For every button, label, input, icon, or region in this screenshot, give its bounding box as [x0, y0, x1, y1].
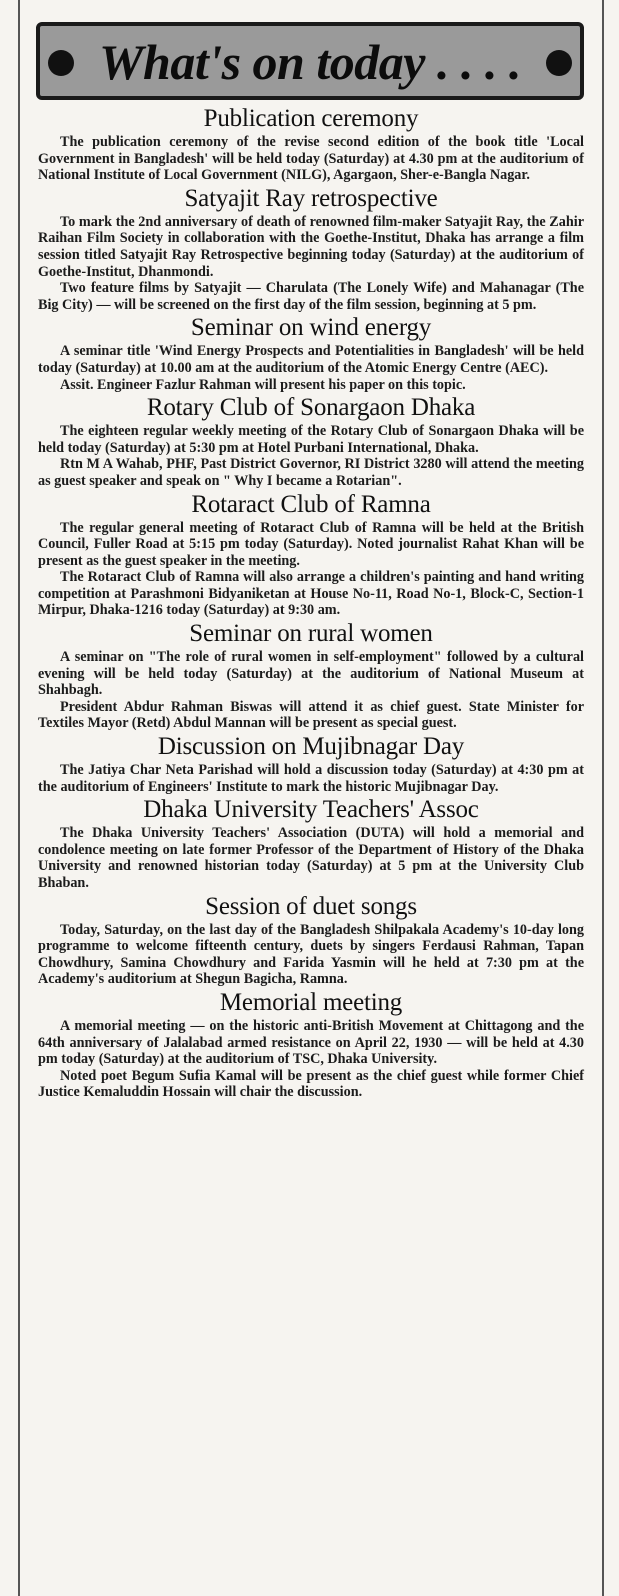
- listing-paragraph: The Rotaract Club of Ramna will also arrange a children's painting and hand writing competition at Parashmoni Bidyaniketan at House No-11, Road No-1, Block-C, Section-1 Mirpur, Dhaka-1216 today (Saturday) at 9:30 am.: [38, 569, 584, 619]
- listing-paragraph: Noted poet Begum Sufia Kamal will be present as the chief guest while former Chief Justice Kemaluddin Hossain will chair the discussion.: [38, 1067, 584, 1101]
- listing-heading: Memorial meeting: [219, 988, 403, 1016]
- listing-paragraph: Today, Saturday, on the last day of the Bangladesh Shilpakala Academy's 10-day long programme to welcome fifteenth century, duets by singers Ferdausi Rahman, Tapan Chowdhury, Samina Chowdhury and Farida Yasmin will he held at 7:30 pm at the Academy's auditorium at Shegun Bagicha, Ramna.: [38, 921, 584, 988]
- listing-memorial-meeting: [38, 988, 584, 1101]
- listings: [38, 104, 584, 1101]
- listing-heading: Session of duet songs: [205, 892, 417, 920]
- listing-heading: Publication ceremony: [203, 105, 419, 132]
- listing-paragraph: The Jatiya Char Neta Parishad will hold a discussion today (Saturday) at 4:30 pm at the auditorium of Engineers' Institute to mark the historic Mujibnagar Day.: [38, 762, 584, 795]
- listing-rotaract-club-ramna: [38, 490, 584, 620]
- listing-heading: Satyajit Ray retrospective: [184, 184, 438, 212]
- listing-heading: Dhaka University Teachers' Assoc: [143, 796, 479, 824]
- listing-paragraph: Rtn M A Wahab, PHF, Past District Governor, RI District 3280 will attend the meeting as guest speaker and speak on " Why I became a Rotarian".: [38, 456, 584, 489]
- listing-heading: Seminar on rural women: [189, 620, 433, 648]
- listing-paragraph: A seminar title 'Wind Energy Prospects and Potentialities in Bangladesh' will be held today (Saturday) at 10.00 am at the auditorium of the Atomic Energy Centre (AEC).: [38, 343, 584, 376]
- column-rule-left: [18, 0, 20, 1596]
- listing-paragraph: President Abdur Rahman Biswas will attend it as chief guest. State Minister for Textiles Mayor (Retd) Abdul Mannan will be present as special guest.: [38, 698, 584, 732]
- listing-seminar-rural-women: [38, 619, 584, 732]
- listing-publication-ceremony: [38, 104, 584, 184]
- listing-paragraph: A memorial meeting — on the historic anti-British Movement at Chittagong and the 64th anniversary of Jalalabad armed resistance on April 22, 1930 — will be held at 4.30 pm today (Saturday) at the auditorium of TSC, Dhaka University.: [38, 1017, 584, 1068]
- column-title: What's on today . . . .: [99, 34, 521, 90]
- listing-seminar-wind-energy: [38, 313, 584, 393]
- listing-paragraph: A seminar on "The role of rural women in self-employment" followed by a cultural evening will be held today (Saturday) at the auditorium of National Museum at Shahbagh.: [38, 649, 584, 699]
- listing-paragraph: The eighteen regular weekly meeting of the Rotary Club of Sonargaon Dhaka will be held today (Saturday) at 5:30 pm at Hotel Purbani International, Dhaka.: [38, 423, 584, 456]
- listing-satyajit-ray-retrospective: [38, 184, 584, 314]
- listing-rotary-club-sonargaon: [38, 393, 584, 489]
- listing-heading: Discussion on Mujibnagar Day: [157, 733, 465, 761]
- listing-paragraph: The Dhaka University Teachers' Association (DUTA) will hold a memorial and condolence meeting on late former Professor of the Department of History of the Dhaka University and renowned historian today (Saturday) at 5 pm at the University Club Bhaban.: [38, 825, 584, 891]
- listing-paragraph: Two feature films by Satyajit — Charulata (The Lonely Wife) and Mahanagar (The Big City) — will be screened on the first day of the film session, beginning at 5 pm.: [38, 280, 584, 313]
- listing-paragraph: To mark the 2nd anniversary of death of renowned film-maker Satyajit Ray, the Zahir Raihan Film Society in collaboration with the Goethe-Institut, Dhaka has arrange a film session titled Satyajit Ray Retrospective beginning today (Saturday) at the auditorium of Goethe-Institut, Dhanmondi.: [38, 213, 584, 280]
- listing-paragraph: The regular general meeting of Rotaract Club of Ramna will be held at the British Council, Fuller Road at 5:15 pm today (Saturday). Noted journalist Rahat Khan will be present as the guest speaker in the meeting.: [38, 519, 584, 569]
- listing-paragraph: Assit. Engineer Fazlur Rahman will present his paper on this topic.: [60, 376, 466, 393]
- column-banner: [36, 22, 584, 100]
- listing-heading: Rotaract Club of Ramna: [191, 490, 431, 518]
- listing-duta: [38, 795, 584, 891]
- column-rule-right: [602, 0, 604, 1596]
- listing-heading: Rotary Club of Sonargaon Dhaka: [146, 394, 476, 422]
- listing-mujibnagar-day: [38, 732, 584, 795]
- listing-heading: Seminar on wind energy: [190, 314, 432, 342]
- bullet-dot-icon: [546, 50, 572, 76]
- listing-paragraph: The publication ceremony of the revise second edition of the book title 'Local Government in Bangladesh' will be held today (Saturday) at 4.30 pm at the auditorium of National Institute of Local Government (NILG), Agargaon, Sher-e-Bangla Nagar.: [38, 134, 584, 184]
- listing-duet-songs: [38, 892, 584, 988]
